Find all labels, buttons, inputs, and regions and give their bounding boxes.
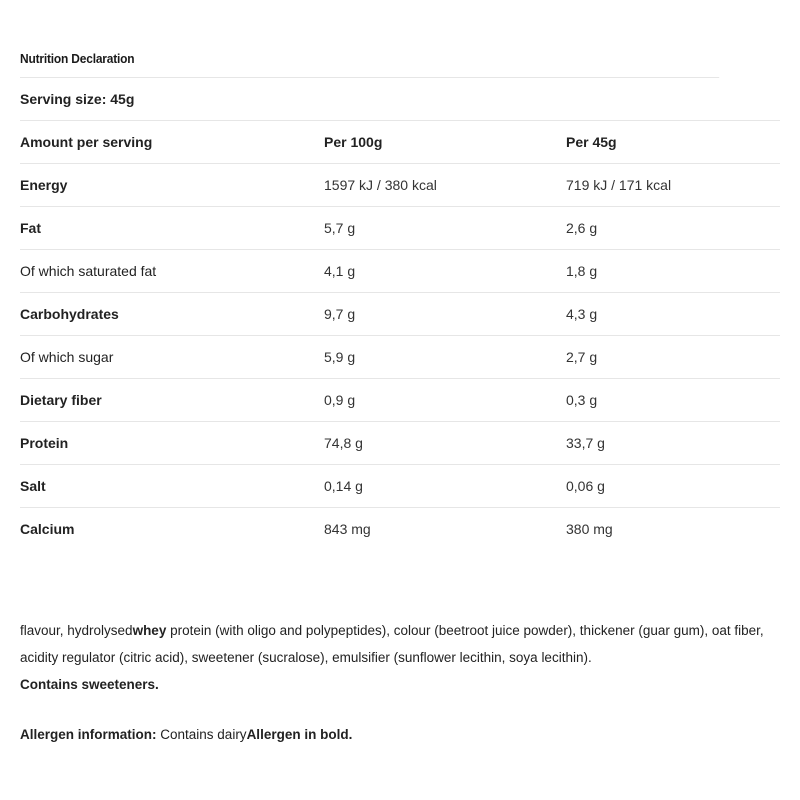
table-row <box>20 422 780 465</box>
nutrient-name: Salt <box>20 465 324 508</box>
value-per-100g: 1597 kJ / 380 kcal <box>324 164 566 207</box>
value-per-100g: 9,7 g <box>324 293 566 336</box>
nutrient-name: Of which saturated fat <box>20 250 324 293</box>
value-per-serving: 1,8 g <box>566 250 780 293</box>
nutrient-name: Carbohydrates <box>20 293 324 336</box>
table-row <box>20 250 780 293</box>
header-amount-per-serving: Amount per serving <box>20 121 324 164</box>
value-per-100g: 4,1 g <box>324 250 566 293</box>
value-per-serving: 2,7 g <box>566 336 780 379</box>
nutrition-table <box>20 121 780 550</box>
table-row <box>20 465 780 508</box>
table-row <box>20 336 780 379</box>
value-per-100g: 0,9 g <box>324 379 566 422</box>
value-per-100g: 74,8 g <box>324 422 566 465</box>
nutrition-panel <box>20 40 780 550</box>
allergen-label: Allergen information: <box>20 727 157 742</box>
value-per-100g: 0,14 g <box>324 465 566 508</box>
nutrient-name: Energy <box>20 164 324 207</box>
ingredients-allergen-whey: whey <box>132 623 167 638</box>
allergen-text: Contains dairy <box>156 727 247 742</box>
ingredients-part-2: protein (with oligo and polypeptides), colour (beetroot juice powder), thickener (guar gum), oat fiber, acidity regulator (citric acid), sweetener (sucralose), emulsifier (sunflower lecithin, soya lecithin). <box>20 623 764 665</box>
value-per-serving: 719 kJ / 171 kcal <box>566 164 780 207</box>
sweeteners-note: Contains sweeteners. <box>20 677 159 692</box>
value-per-serving: 0,3 g <box>566 379 780 422</box>
table-row <box>20 164 780 207</box>
ingredients-text <box>20 617 780 698</box>
value-per-serving: 4,3 g <box>566 293 780 336</box>
nutrition-table-body <box>20 164 780 551</box>
value-per-100g: 843 mg <box>324 521 371 537</box>
allergen-info <box>20 723 780 747</box>
value-per-serving: 2,6 g <box>566 207 780 250</box>
header-per-45g: Per 45g <box>566 121 780 164</box>
value-per-100g: 5,9 g <box>324 336 566 379</box>
nutrient-name: Fat <box>20 207 324 250</box>
nutrition-title: Nutrition Declaration <box>20 40 719 78</box>
table-row <box>20 207 780 250</box>
value-per-serving: 0,06 g <box>566 465 780 508</box>
table-row <box>20 508 780 551</box>
value-per-serving: 380 mg <box>566 521 613 537</box>
allergen-note: Allergen in bold. <box>246 727 353 742</box>
ingredients-paragraph <box>20 617 780 671</box>
nutrient-name: Protein <box>20 422 324 465</box>
nutrient-name: Of which sugar <box>20 336 324 379</box>
value-per-100g: 5,7 g <box>324 207 566 250</box>
nutrient-name: Calcium <box>20 521 75 537</box>
header-per-100g: Per 100g <box>324 121 566 164</box>
ingredients-part-1: flavour, hydrolysed <box>20 623 133 638</box>
allergen-paragraph <box>20 723 780 747</box>
table-row <box>20 379 780 422</box>
table-header-row <box>20 121 780 164</box>
table-row <box>20 293 780 336</box>
nutrient-name: Dietary fiber <box>20 379 324 422</box>
value-per-serving: 33,7 g <box>566 422 780 465</box>
serving-size: Serving size: 45g <box>20 78 780 121</box>
